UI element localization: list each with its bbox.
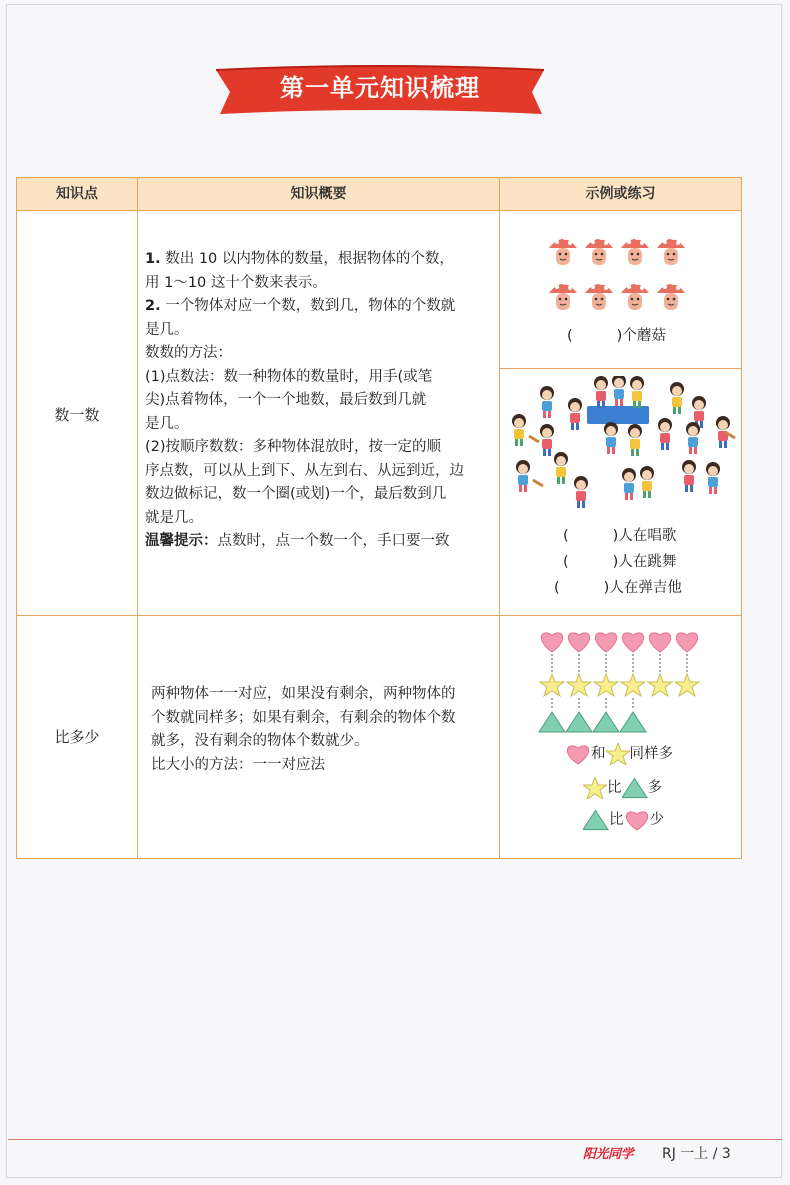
triangle-icon — [566, 712, 592, 732]
mushroom-icon — [549, 236, 577, 265]
summary-line: 是几。 — [145, 321, 189, 338]
row-divider — [17, 615, 741, 616]
kids-question-guitar: ( )人在弹吉他 — [554, 580, 682, 596]
page-number: RJ 一上 / 3 — [662, 1146, 731, 1162]
heart-icon — [565, 743, 591, 765]
triangle-icon — [593, 712, 619, 732]
summary-line: 序点数，可以从上到下、从左到右、从远到近，边 — [145, 462, 464, 479]
column-divider — [499, 178, 500, 858]
summary-line: 就多，没有剩余的物体个数就少。 — [151, 733, 369, 749]
example-divider — [499, 368, 741, 369]
heart-icon — [622, 633, 643, 652]
title-banner — [210, 62, 550, 116]
triangle-icon — [622, 777, 648, 799]
star-icon — [621, 674, 645, 696]
summary-line: 1. 数出 10 以内物体的数量，根据物体的个数， — [145, 251, 454, 267]
heart-icon — [649, 633, 670, 652]
star-icon — [675, 674, 699, 696]
summary-line: 比大小的方法：一一对应法 — [151, 756, 325, 773]
compare-triangle-heart: 比 少 — [583, 808, 664, 831]
summary-line: (2)按顺序数数：多种物体混放时，按一定的顺 — [145, 439, 442, 455]
summary-count — [145, 248, 495, 554]
triangle-icon — [583, 809, 609, 831]
summary-line: 数边做标记，数一个圈(或划)一个，最后数到几 — [145, 486, 447, 502]
summary-line: 个数就同样多；如果有剩余，有剩余的物体个数 — [151, 709, 456, 726]
table-header — [17, 178, 741, 211]
summary-compare — [151, 683, 496, 777]
kids-question-sing: ( )人在唱歌 — [563, 528, 677, 544]
mushroom-icon — [585, 281, 613, 310]
summary-line: 就是几。 — [145, 509, 203, 526]
summary-line: 数数的方法： — [145, 345, 232, 361]
header-summary: 知识概要 — [290, 186, 347, 202]
star-icon — [540, 674, 564, 696]
star-icon — [594, 674, 618, 696]
heart-icon — [568, 633, 589, 652]
summary-line: (1)点数法：数一种物体的数量时，用手(或笔 — [145, 368, 433, 385]
star-icon — [583, 777, 607, 799]
knowledge-table — [16, 177, 742, 859]
heart-icon — [541, 633, 562, 652]
header-topic: 知识点 — [56, 186, 98, 202]
mushroom-question: ( )个蘑菇 — [567, 328, 666, 344]
triangle-icon — [620, 712, 646, 732]
mushroom-icon — [549, 281, 577, 310]
star-icon — [648, 674, 672, 696]
star-icon — [606, 743, 630, 765]
stage — [587, 406, 649, 424]
compare-star-triangle: 比 多 — [583, 776, 662, 799]
kids-illustration — [509, 376, 741, 516]
summary-line: 用 1～10 这十个数来表示。 — [145, 274, 327, 291]
kids-question-dance: ( )人在跳舞 — [563, 554, 677, 570]
topic-count: 数一数 — [54, 406, 100, 424]
mushroom-grid — [547, 232, 697, 317]
correspondence-diagram — [537, 628, 727, 738]
mushroom-icon — [657, 281, 685, 310]
column-divider — [137, 178, 138, 858]
star-icon — [567, 674, 591, 696]
compare-heart-star: 和 同样多 — [565, 742, 673, 765]
summary-line: 2. 一个物体对应一个数，数到几，物体的个数就 — [145, 298, 456, 314]
page-title: 第一单元知识梳理 — [280, 74, 480, 102]
footer-rule — [8, 1139, 782, 1140]
mushroom-icon — [621, 236, 649, 265]
heart-icon — [595, 633, 616, 652]
summary-line: 两种物体一一对应，如果没有剩余，两种物体的 — [151, 686, 456, 702]
summary-line: 是几。 — [145, 415, 189, 432]
mushroom-icon — [621, 281, 649, 310]
heart-icon — [676, 633, 697, 652]
topic-compare: 比多少 — [54, 728, 100, 746]
summary-tip: 温馨提示：点数时，点一个数一个，手口要一致 — [145, 533, 450, 549]
heart-icon — [624, 809, 650, 831]
mushroom-icon — [657, 236, 685, 265]
header-examples: 示例或练习 — [585, 186, 656, 202]
summary-line: 尖)点着物体，一个一个地数，最后数到几就 — [145, 392, 427, 408]
brand-logo: 阳光同学 — [583, 1147, 634, 1162]
triangle-icon — [539, 712, 565, 732]
mushroom-icon — [585, 236, 613, 265]
